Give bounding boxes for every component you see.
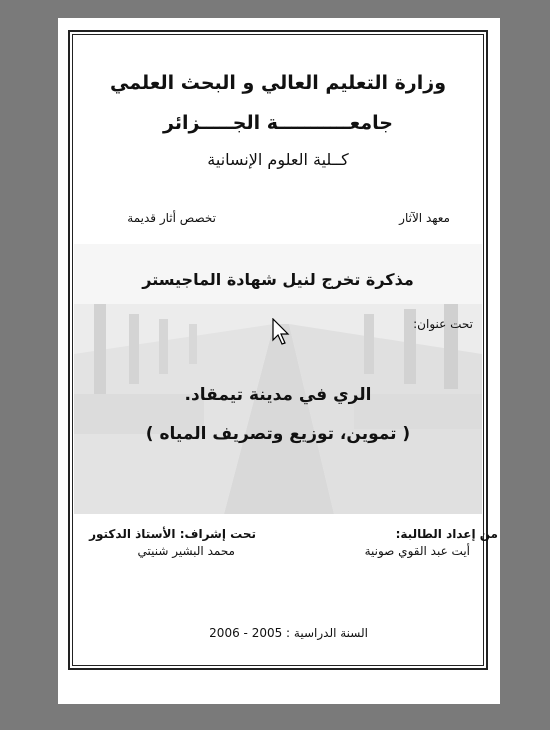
title-label: تحت عنوان: — [413, 317, 473, 331]
supervisor-name: محمد البشير شنيتي — [137, 544, 235, 558]
thesis-type: مذكرة تخرج لنيل شهادة الماجيستر — [142, 270, 414, 289]
institute-label: معهد الآثار — [399, 211, 450, 225]
academic-year: السنة الدراسية : 2005 - 2006 — [209, 626, 368, 640]
student-label: من إعداد الطالبة: — [395, 527, 498, 541]
supervisor-label: تحت إشراف: الأستاذ الدكتور — [89, 527, 256, 541]
university-heading: جامعـــــــــــة الجـــــزائر — [163, 112, 393, 134]
thesis-title-line2: ( تموين، توزيع وتصريف المياه ) — [145, 424, 411, 444]
student-name: أيت عبد القوي صونية — [364, 544, 470, 558]
mouse-cursor-icon — [272, 318, 292, 350]
ministry-heading: وزارة التعليم العالي و البحث العلمي — [110, 72, 446, 94]
thesis-title-line1: الري في مدينة تيمقاد. — [184, 385, 372, 405]
specialty-label: تخصص أثار قديمة — [127, 211, 216, 225]
faculty-heading: كــلية العلوم الإنسانية — [207, 150, 349, 169]
